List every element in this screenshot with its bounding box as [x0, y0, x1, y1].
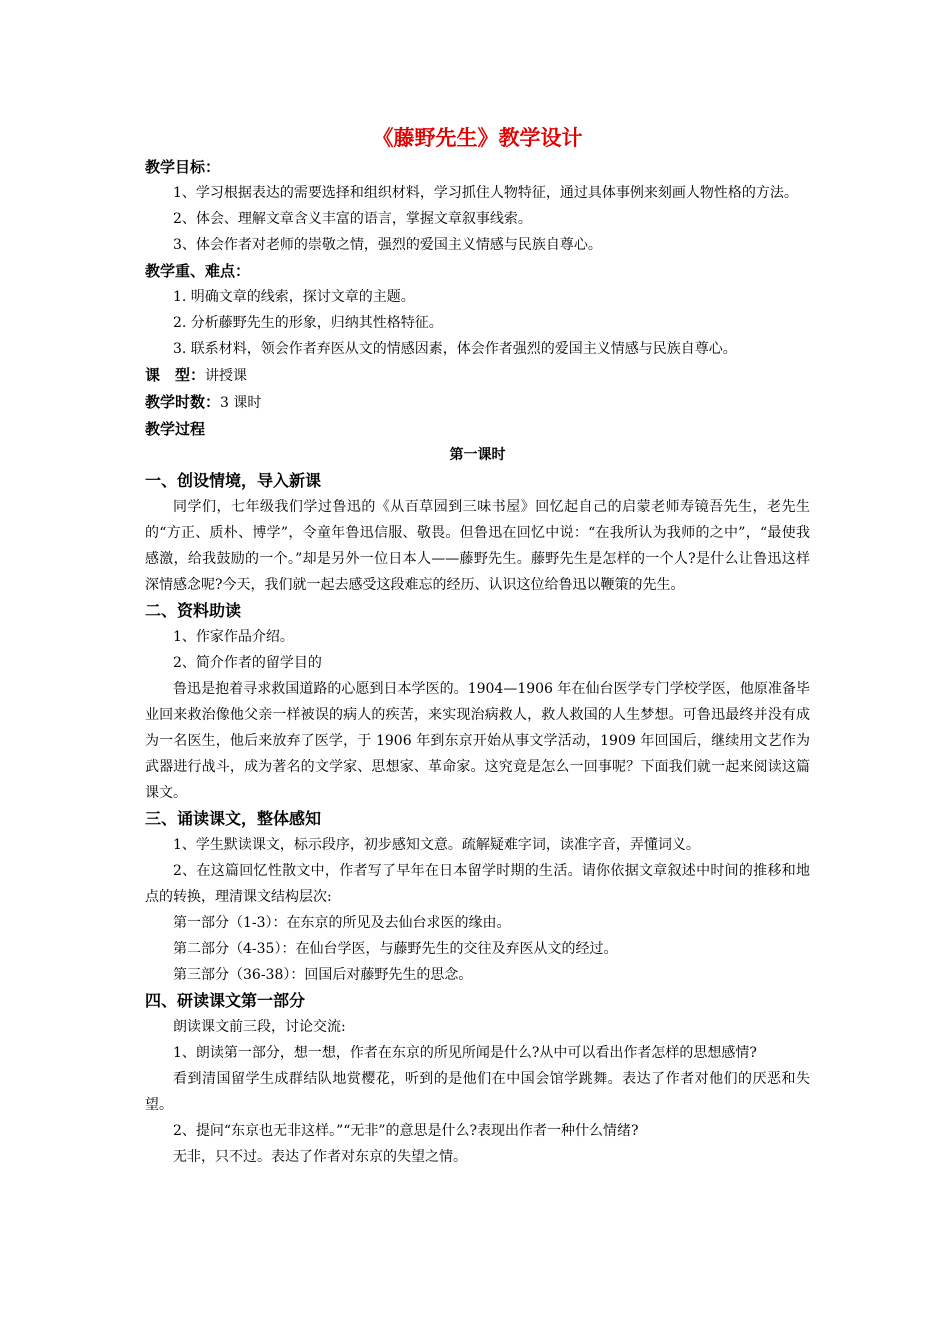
- section-paragraph: 鲁迅是抱着寻求救国道路的心愿到日本学医的。1904—1906 年在仙台医学专门学校学医，他原准备毕业回来救治像他父亲一样被误的病人的疾苦，来实现治病救人，救人救国的人生梦想。可鲁迅最终并没有成为一名医生，他后来放弃了医学，于 1906 年到东京开始从事文学活动，1909 年回国后，继续用文艺作为武器进行战斗，成为著名的文学家、思想家、革命家。这究竟是怎么一回事呢？下面我们就一起来阅读这篇课文。: [145, 681, 810, 801]
- section-item: 2、在这篇回忆性散文中，作者写了早年在日本留学时期的生活。请你依据文章叙述中时间的推移和地点的转换，理清课文结构层次:: [145, 863, 810, 905]
- course-hours-row: [145, 389, 810, 416]
- section-item: 第三部分（36-38）：回国后对藤野先生的思念。: [173, 967, 473, 983]
- lesson-heading: 第一课时: [449, 447, 506, 463]
- course-type-label: 课 型：: [145, 366, 206, 384]
- section-item: 无非，只不过。表达了作者对东京的失望之情。: [173, 1149, 467, 1165]
- section-item: 1、朗读第一部分，想一想，作者在东京的所见所闻是什么?从中可以看出作者怎样的思想感情?: [173, 1045, 757, 1061]
- objectives-heading: 教学目标：: [145, 158, 221, 176]
- objective-item: 3、体会作者对老师的崇敬之情，强烈的爱国主义情感与民族自尊心。: [173, 237, 602, 253]
- section-heading: 二、资料助读: [145, 601, 242, 620]
- course-type-row: [145, 362, 810, 389]
- section-item: 1、学生默读课文，标示段序，初步感知文意。疏解疑难字词，读准字音，弄懂词义。: [173, 837, 700, 853]
- section-item: 1、作家作品介绍。: [173, 629, 294, 645]
- document-title: 《藤野先生》教学设计: [372, 126, 583, 150]
- keypoint-item: 2. 分析藤野先生的形象，归纳其性格特征。: [173, 315, 443, 331]
- section-heading: 三、诵读课文，整体感知: [145, 809, 322, 828]
- objective-item: 1、学习根据表达的需要选择和组织材料，学习抓住人物特征，通过具体事例来刻画人物性格的方法。: [173, 185, 798, 201]
- course-hours-value: 3 课时: [220, 395, 262, 411]
- section-item: 朗读课文前三段，讨论交流:: [173, 1019, 346, 1035]
- course-hours-label: 教学时数：: [145, 393, 221, 411]
- section-item: 2、提问“东京也无非这样。”“无非”的意思是什么?表现出作者一种什么情绪?: [173, 1123, 639, 1139]
- keypoints-heading: 教学重、难点：: [145, 262, 251, 280]
- course-type-value: 讲授课: [205, 368, 248, 384]
- section-item: 第二部分（4-35）：在仙台学医，与藤野先生的交往及弃医从文的经过。: [173, 941, 618, 957]
- keypoint-item: 3. 联系材料，领会作者弃医从文的情感因素，体会作者强烈的爱国主义情感与民族自尊心。: [173, 341, 737, 357]
- document-body: [145, 122, 810, 1170]
- section-heading: 四、研读课文第一部分: [145, 991, 306, 1010]
- keypoint-item: 1. 明确文章的线索，探讨文章的主题。: [173, 289, 415, 305]
- section-paragraph: 同学们，七年级我们学过鲁迅的《从百草园到三味书屋》回忆起自己的启蒙老师寿镜吾先生，老先生的“方正、质朴、博学”，令童年鲁迅信服、敬畏。但鲁迅在回忆中说：“在我所认为我师的之中”，“最使我感激，给我鼓励的一个。”却是另外一位日本人——藤野先生。藤野先生是怎样的一个人?是什么让鲁迅这样深情感念呢?今天，我们就一起去感受这段难忘的经历、认识这位给鲁迅以鞭策的先生。: [145, 499, 810, 593]
- objective-item: 2、体会、理解文章含义丰富的语言，掌握文章叙事线索。: [173, 211, 532, 227]
- section-item: 看到清国留学生成群结队地赏樱花，听到的是他们在中国会馆学跳舞。表达了作者对他们的厌恶和失望。: [145, 1071, 810, 1113]
- section-item: 2、简介作者的留学目的: [173, 655, 322, 671]
- section-item: 第一部分（1-3）：在东京的所见及去仙台求医的缘由。: [173, 915, 511, 931]
- section-heading: 一、创设情境，导入新课: [145, 471, 322, 490]
- process-heading: 教学过程: [145, 420, 206, 438]
